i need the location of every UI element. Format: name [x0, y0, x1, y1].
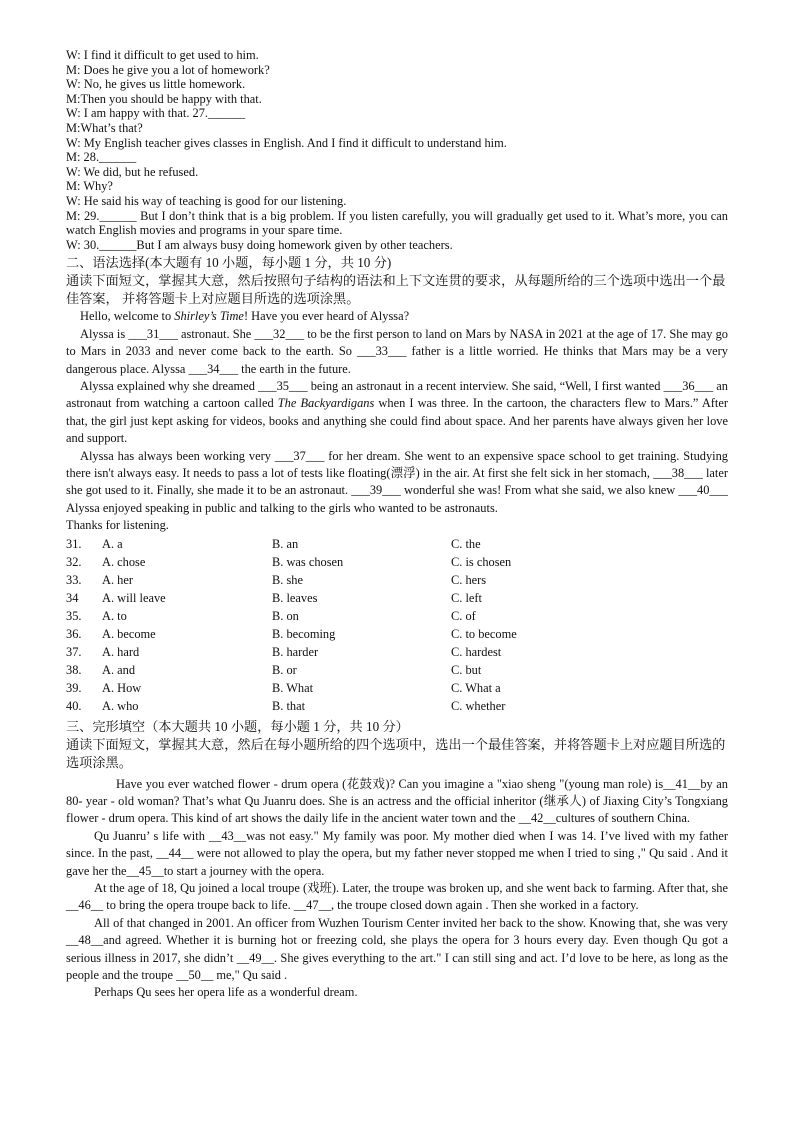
dialogue-line: M:What’s that? [66, 120, 143, 135]
dialogue-line: M: Why? [66, 179, 113, 194]
option-a[interactable]: A. chose [102, 554, 146, 569]
section-2-heading: 二、语法选择(本大题有 10 小题，每小题 1 分，共 10 分) [66, 255, 392, 271]
option-a[interactable]: A. her [102, 572, 133, 587]
passage-closing: Thanks for listening. [66, 518, 169, 533]
passage-paragraph [66, 308, 728, 325]
passage-paragraph [66, 378, 728, 448]
option-b[interactable]: B. becoming [272, 627, 336, 642]
option-a[interactable]: A. How [102, 681, 142, 696]
dialogue-line: W: 30.______But I am always busy doing homework given by other teachers. [66, 237, 453, 252]
option-row [66, 607, 728, 625]
option-b[interactable]: B. leaves [272, 590, 318, 605]
option-c[interactable]: C. to become [451, 627, 517, 642]
question-number: 35. [66, 608, 82, 623]
greeting-text: Hello, welcome to [80, 309, 175, 324]
paragraph-text-end: when I was three. In the cartoon, the characters flew to Mars.” After that, the girl just kept asking for videos, books and anything she could find about space. And her parents have always given her love and support. [66, 396, 728, 446]
option-b[interactable]: B. or [272, 663, 297, 678]
paragraph-text: Alyssa explained why she dreamed ___35___ being an astronaut in a recent interview. She said, “Well, I first wanted ___36___ an astronaut from watching a cartoon called [66, 378, 728, 411]
dialogue-line: M: 28.______ [66, 150, 137, 165]
question-number: 31. [66, 536, 82, 551]
dialogue-line: W: We did, but he refused. [66, 164, 199, 179]
passage-paragraph: Alyssa has always been working very ___37___ for her dream. She went to an expensive space school to get training. Studying there isn't always easy. It needs to pass a lot of tests like floating(漂浮) in the air. At first she felt sick in her stomach, ___38___ later she got used to it. Finally, she made it to be an astronaut. ___39___ wonderful she was! From what she said, we also knew ___40___ Alyssa enjoyed speaking in public and talking to the girls who wanted to be astronauts. [66, 448, 728, 515]
passage-paragraph: Have you ever watched flower - drum opera (花鼓戏)? Can you imagine a "xiao sheng "(young man role) is__41__by an 80- year - old woman? That’s what Qu Juanru does. She is an actress and the official inheritor (继承人) of Jiaxing City’s Tongxiang flower - drum opera. This kind of art shows the daily life in the ancient water town and the __42__cultures of southern China. [66, 776, 728, 826]
option-row [66, 643, 728, 661]
option-row [66, 553, 728, 571]
option-c[interactable]: C. left [451, 590, 482, 605]
dialogue-line: W: No, he gives us little homework. [66, 77, 246, 92]
option-a[interactable]: A. hard [102, 645, 140, 660]
question-number: 37. [66, 645, 82, 660]
dialogue-section [66, 48, 728, 252]
question-number: 33. [66, 572, 82, 587]
option-row [66, 625, 728, 643]
option-row [66, 697, 728, 715]
dialogue-line: M: 29.______ But I don’t think that is a big problem. If you listen carefully, you will gradually get used to it. What’s more, you can watch English movies and programs in your spare time. [66, 208, 728, 238]
option-c[interactable]: C. What a [451, 681, 501, 696]
option-row [66, 679, 728, 697]
option-row [66, 535, 728, 553]
option-c[interactable]: C. hardest [451, 645, 502, 660]
option-row [66, 589, 728, 607]
question-number: 36. [66, 627, 82, 642]
dialogue-line: W: I am happy with that. 27.______ [66, 106, 246, 121]
option-a[interactable]: A. to [102, 608, 127, 623]
option-c[interactable]: C. whether [451, 699, 506, 714]
dialogue-line: W: He said his way of teaching is good for our listening. [66, 193, 347, 208]
dialogue-line: W: I find it difficult to get used to him. [66, 48, 259, 62]
question-number: 39. [66, 681, 82, 696]
cartoon-title: The Backyardigans [277, 396, 375, 411]
option-b[interactable]: B. she [272, 572, 303, 587]
option-a[interactable]: A. who [102, 699, 139, 714]
option-a[interactable]: A. a [102, 536, 123, 551]
option-b[interactable]: B. an [272, 536, 299, 551]
option-a[interactable]: A. and [102, 663, 136, 678]
option-b[interactable]: B. on [272, 608, 299, 623]
passage-paragraph: Alyssa is ___31___ astronaut. She ___32___ to be the first person to land on Mars by NASA in 2021 at the age of 17. She may go to Mars in 2033 and never come back to the earth. So ___33___ father is a little worried. He thinks that Mars may be a very dangerous place. Alyssa ___34___ the earth in the future. [66, 326, 728, 376]
option-row [66, 661, 728, 679]
option-c[interactable]: C. hers [451, 572, 487, 587]
option-c[interactable]: C. but [451, 663, 482, 678]
section-2-instruction: 通读下面短文，掌握其大意，然后按照句子结构的语法和上下文连贯的要求，从每题所给的三个选项中选出一个最佳答案， 并将答题卡上对应题目所选的选项涂黑。 [66, 273, 726, 307]
question-number: 40. [66, 699, 82, 714]
option-c[interactable]: C. the [451, 536, 481, 551]
option-b[interactable]: B. What [272, 681, 314, 696]
question-number: 32. [66, 554, 82, 569]
option-c[interactable]: C. is chosen [451, 554, 512, 569]
passage-paragraph: Perhaps Qu sees her opera life as a wonderful dream. [94, 985, 358, 1000]
option-a[interactable]: A. become [102, 627, 156, 642]
passage-paragraph: Qu Juanru’ s life with __43__was not easy." My family was poor. My mother died when I was 14. I’ve lived with my father since. In the past, __44__ were not allowed to play the opera, but my father never stopped me when I tried to sing ," Qu said . And it gave her the__45__to start a journey with the opera. [66, 828, 728, 878]
option-row [66, 571, 728, 589]
option-b[interactable]: B. that [272, 699, 306, 714]
options-table [66, 535, 728, 716]
passage-paragraph: All of that changed in 2001. An officer from Wuzhen Tourism Center invited her back to the show. Knowing that, she was very __48__and agreed. Whether it is burning hot or freezing cold, she plays the opera for 3 hours every day. Even though Qu got a serious illness in 2017, she didn’t __49__. She gives everything to the art." I can still sing and act. I’d love to be here, as long as the people and the troupe __50__ me," Qu said . [66, 915, 728, 982]
section-3-heading: 三、完形填空（本大题共 10 小题，每小题 1 分，共 10 分） [66, 718, 409, 734]
passage-paragraph: At the age of 18, Qu joined a local troupe (戏班). Later, the troupe was broken up, and she went back to farming. After that, she __46__ to bring the opera troupe back to life. __47__, the troupe closed down again . Then she worked in a factory. [66, 880, 728, 913]
dialogue-line: M:Then you should be happy with that. [66, 91, 262, 106]
question-number: 34 [66, 590, 79, 605]
option-b[interactable]: B. harder [272, 645, 319, 660]
program-title: Shirley’s Time [174, 309, 244, 324]
dialogue-line: W: My English teacher gives classes in English. And I find it difficult to understand him. [66, 135, 507, 150]
option-c[interactable]: C. of [451, 608, 476, 623]
exam-page [66, 48, 728, 1002]
option-a[interactable]: A. will leave [102, 590, 166, 605]
dialogue-line: M: Does he give you a lot of homework? [66, 62, 270, 77]
question-number: 38. [66, 663, 82, 678]
greeting-text-end: ! Have you ever heard of Alyssa? [243, 309, 410, 324]
section-3-instruction: 通读下面短文，掌握其大意，然后在每小题所给的四个选项中，选出一个最佳答案，并将答题卡上对应题目所选的选项涂黑。 [66, 736, 726, 770]
option-b[interactable]: B. was chosen [272, 554, 344, 569]
